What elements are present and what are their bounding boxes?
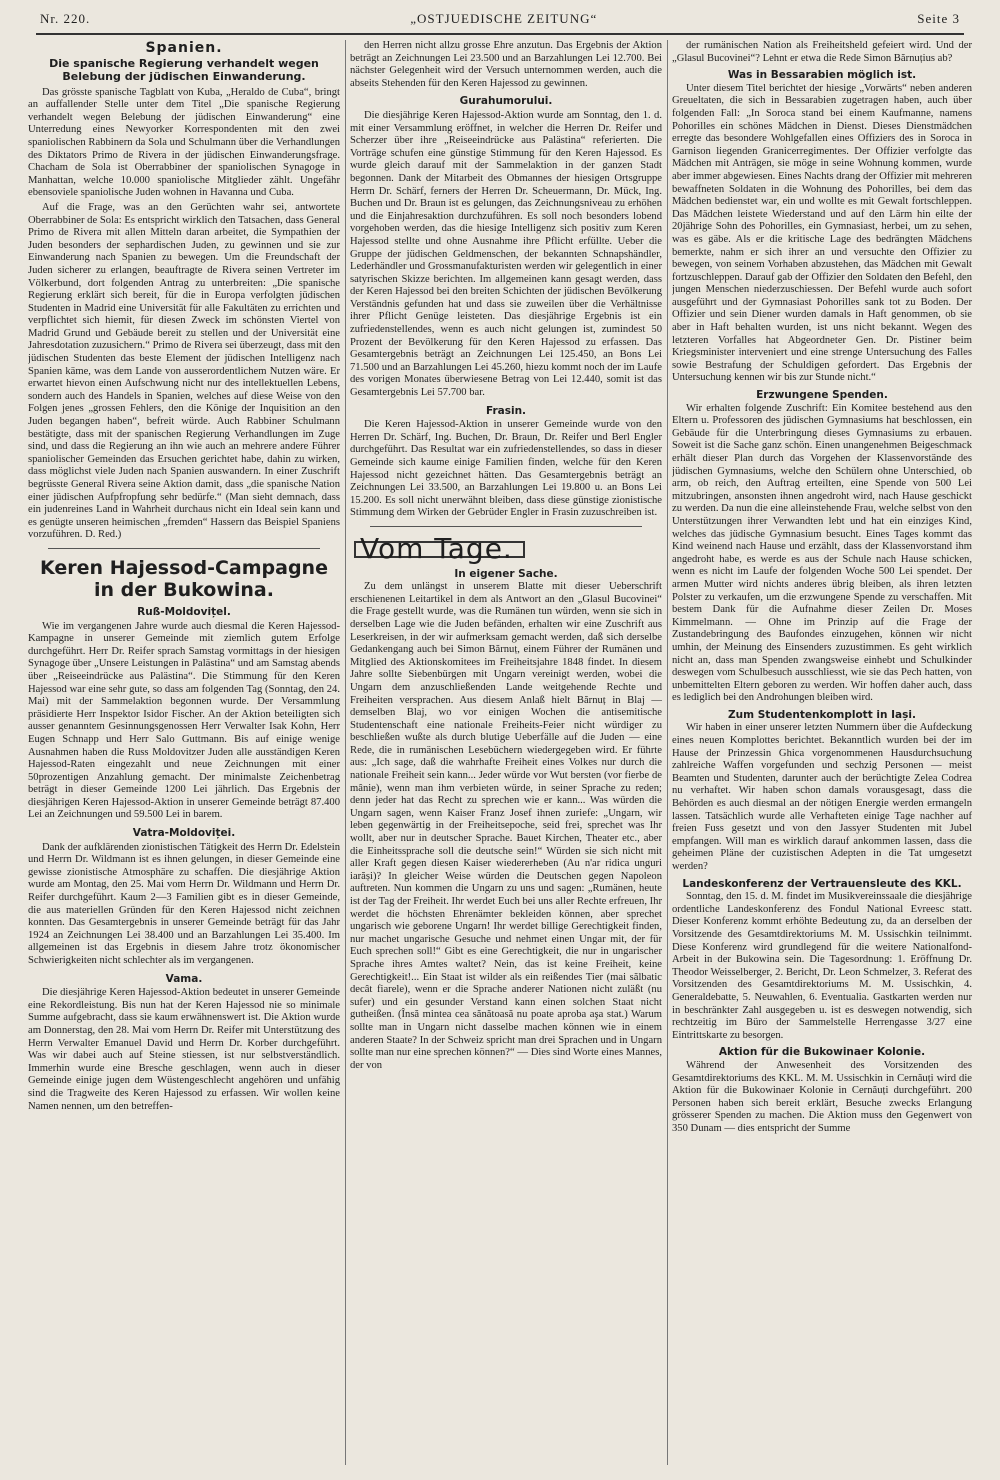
article-subtitle: Die spanische Regierung verhandelt wegen Belebung der jüdischen Einwanderung. (49, 56, 319, 83)
article-paragraph: Auf die Frage, was an den Gerüchten wahr sei, antwortete Oberrabbiner de Sola: Es entspricht wirklich den Tatsachen, dass General Primo de Rivera mit allen Mitteln daran arbeitet, die Sympathien der Juden besonders der sephardischen Juden, zu gewinnen und sie zur Einwanderung nach Spanien zu bewegen. Um die Freundschaft der Juden sicherer zu erlangen, beauftragte de Rivera seinen Vertreter im Völkerbund, dort folgenden Antrag zu unterbreiten: „Die spanische Regierung erklärt sich bereit, für die in Europa verfolgten jüdischen Studenten in Madrid eine Universität für alle Fakultäten zu errichten und verpflichtet sich hiemit, für diesen Zweck im schönsten Viertel von Madrid Grund und Gebäude bereit zu stellen und der Universität eine Jahresdotation zuzusichern.“ Primo de Rivera sei überzeugt, dass mit den jüdischen Studenten das beste Element der jüdischen Intelligenz nach Spanien käme, was dem Lande von ausserordentlichem Nutzen wäre. Er erwartet hievon einen Aufschwung nicht nur des intellektuellen Lebens, sondern auch des Handels in Spanien, welches auf diese Weise von den Folgen jenes „grossen Fehlers, den die Könige der Inquisition an den Juden begangen haben“, befreit würde. Auch Rabbiner Schulmann bestätigte, dass mit der spanischen Regierung Verhandlungen im Zuge sind, und dass die Regierung an ihn wie auch an mehrere andere Führer spaniolischer Gemeinden das Ersuchen gerichtet habe, dahin zu wirken, dass möglichst viele Juden nach Spanien auswandern. In einer Zuschrift begrüsste General Rivera seine Aktion damit, dass „die spanische Nation einer jüdischen Aufpfropfung sehr bedürfe.“ (Man sieht demnach, dass ein judenreines Land in Wahrheit durchaus nicht ein Ideal sein kann und es genügte unseren heimischen „fremden“ Hassern das Beispiel Spaniens vorzuführen. D. Red.) (28, 201, 340, 541)
article-paragraph: Wir erhalten folgende Zuschrift: Ein Komitee bestehend aus den Eltern u. Professoren des jüdischen Gymnasiums hat beschlossen, ein Gebäude für die Unterbringung dieses Gymnasiums zu erbauen. Soweit ist die Sache ganz schön. Einen unangenehmen Beigeschmack erhält dieser Plan durch das Vorgehen der Klassenvorstände des jüdischen Gymnasiums, welche den Schülern ohne Unterschied, ob arm, ob reich, den Auftrag erteilten, eine Spende von 500 Lei mitzubringen, ansonsten ihnen angedroht wird, nach Hause geschickt zu werden. Da nun die eine alleinstehende Frau, welche selbst von den Unterstützungen ihrer Verwandten lebt und hat ein einziges Kind, welches das jüdische Gymnasium besucht. Eines Tages kommt das Kind weinend nach Hause und erzählt, dass der Klassenvorstand ihm angedroht habe, es werde es aus der Schule nach Hause schicken, wenn es nicht im Laufe der folgenden Woche 500 Lei spendet. Der armen Mutter wird nichts anderes übrig bleiben, als ihren letzten Polster zu verkaufen, um die erzwungene Spende zu verschaffen. Mit bestem Dank für die Aufnahme dieser Zeilen Dr. Moses Kimmelmann. — Ohne im Prinzip auf die Frage der Zustandebringung des Baufondes einzugehen, können wir nicht umhin, der Meinung des Einsenders zuzustimmen. Es geht wirklich nicht an, dass man Spenden zwangsweise einhebt und Schulkinder deswegen vom Schulbesuch ausschliesst, wie sie das Pech hatten, von unbemittelten Eltern geboren zu werden. Wir hoffen daher auch, dass es lediglich bei den Androhungen bleiben wird. (672, 402, 972, 704)
article-paragraph: Unter diesem Titel berichtet der hiesige „Vorwärts“ neben anderen Greueltaten, die sich in Bessarabien zugetragen haben, auch über folgenden Fall: „In Soroca stand bei einem Kaufmanne, namens Pohorilles ein schönes Mädchen in Dienst. Dieses Dienstmädchen erregte das besondere Wohlgefallen eines Offiziers des in Soroca in Garnison liegenden Granicerregimentes. Der Offizier verfolgte das Mädchen mit Anträgen, sie möge in seine Wohnung kommen, wurde aber immer abgewiesen. Eines Nachts drang der Offizier mit mehreren bewaffneten Soldaten in die Wohnung des Pohorilles, bei dem das Mädchen bedienstet war, ein und wollte es mit Gewalt fortschleppen. Das Mädchen leistete Wiederstand und auf den Lärm hin eilte der 20jährige Sohn des Pohorilles, ein Gymnasiast, herbei, um zu sehen, was es gäbe. Als er die kritische Lage des bedrängten Mädchens bemerkte, nahm er sich ihrer an und versuchte den Offizier zu bewegen, von seinem Vorhaben abzustehen, das Mädchen mit Gewalt fortzuschleppen. Darauf gab der Offizier den Soldaten den Befehl, den jungen Menschen niederzuschiessen. Der Befehl wurde auch sofort ausgeführt und der Gymnasiast Pohorilles sank tot zu Boden. Der Offizier und sein Diener wurden damals in Haft genommen, ob sie aber in Haft behalten wurden, ist uns nicht bekannt. Wegen des letzteren Vorfalles hat Abgeordneter Gen. Dr. Pistiner beim Kriegsminister interveniert und eine strenge Untersuchung des Falles sowie Bestrafung der Schuldigen gefordert. Das Ergebnis der Untersuchung kennen wir bis zur Stunde nicht.“ (672, 82, 972, 384)
place-heading: Frasin. (485, 404, 527, 417)
article-lead-heading: In eigener Sache. (454, 567, 558, 580)
article-paragraph: Sonntag, den 15. d. M. findet im Musikvereinssaale die diesjährige ordentliche Landeskonferenz des Fondul National Evreesc statt. Dieser Konferenz kommt erhöhte Bedeutung zu, da an derselben der Vorsitzende des Gesamtdirektoriums M. M. Ussischkin teilnimmt. Diese Konferenz wird grundlegend für die weitere Nationalfond-Arbeit in der Bukowina sein. Die Tagesordnung: 1. Eröffnung Dr. Theodor Weisselberger, 2. Bericht, Dr. Leon Schmelzer, 3. Referat des Vorsitzenden des Gesamtdirektoriums M. M. Ussischkin, 4. Generaldebatte, 5. Neuwahlen, 6. Eventualia. Gastkarten werden nur in beschränkter Zahl ausgegeben u. ist es deswegen notwendig, sich rechtzeitig im Büro der Sammelstelle Herrengasse 3/27 eine Eintrittskarte zu besorgen. (672, 891, 972, 1041)
column-1 (28, 40, 340, 1470)
place-heading: Vama. (165, 972, 203, 985)
place-heading: Vatra-Moldoviței. (132, 827, 236, 840)
issue-number: Nr. 220. (40, 11, 91, 26)
divider (48, 548, 320, 549)
place-heading: Gurahumorului. (459, 95, 553, 108)
column-3 (672, 40, 972, 1470)
article-paragraph: Die diesjährige Keren Hajessod-Aktion bedeutet in unserer Gemeinde eine Rekordleistung. Bis nun hat der Keren Hajessod nie so minimale Summe aufgebracht, dass sie kaum erwähnenswert ist. Die Aktion wurde am Donnerstag, den 28. Mai vom Herrn Dr. Reifer mit Unterstützung des Herrn Verwalter Emanuel David und Herrn Dr. Korber durchgeführt. Was wir dabei auch auf Steine stiessen, ist nur selbstverständlich. Immerhin wurde eine Bresche geschlagen, wenn auch in dieser Gemeinde einige jugen dem Wüstengeschlecht angehören und unfähig sind die Tragweite des Keren Hajessod zu erfassen. Wir wollen keine Namen nennen, um den betreffen- (28, 987, 340, 1112)
article-paragraph: Die Keren Hajessod-Aktion in unserer Gemeinde wurde von den Herren Dr. Schärf, Ing. Buchen, Dr. Braun, Dr. Reifer und Berl Engler durchgeführt. Das Resultat war ein zufriedenstellendes, so dass in dieser Gemeinde sich kaume einige Familien finden, welche für den Keren Hajessod nicht gezeichnet hätten. Das Gesamtergebnis beträgt an Zeichnungen Lei 33.500, an Barzahlungen Lei 19.800 u. an Bons Lei 15.200. Es soll nicht unerwähnt bleiben, dass diese günstige zionistische Stimmung dem Wirken der Gebrüder Engler in Frasin zuzuschreiben ist. (350, 419, 662, 519)
article-paragraph: Das grösste spanische Tagblatt von Kuba, „Heraldo de Cuba“, bringt an auffallender Stelle unter dem Titel „Die spanische Regierung verhandelt wegen Belebung der jüdischen Einwanderung“ eine Unterredung eines Newyorker Korrespondenten mit den zwei spaniolischen Rabbinern da Sola und Schulmann über die Verhandlungen des Diktators Primo de Rivera in der jüdischen Einwanderungsfrage. Chacham de Sola ist Oberrabbiner der spaniolischen Synagoge in Manhattan, welche 10.000 spaniolische Mitglieder zählt. Ungefähr ebensoviele spaniolische Juden wohnen in Havanna und Cuba. (28, 86, 340, 199)
column-2 (350, 40, 662, 1470)
article-paragraph: Die diesjährige Keren Hajessod-Aktion wurde am Sonntag, den 1. d. mit einer Versammlung eröffnet, in welcher die Herren Dr. Reifer und Scherzer über ihre „Reiseeindrücke aus Palästina“ referierten. Die Vorträge schufen eine günstige Stimmung für den Keren Hajessod. Es wurde gleich darauf mit der Sammelaktion in der ganzen Stadt begonnen. Dank der Mitarbeit des Obmannes der hiesigen Ortsgruppe Herrn Dr. Schärf, ferners der Herren Dr. Scheuermann, Dr. Mück, Ing. Buchen und Dr. Braun ist es gelungen, das Zeichnungsniveau zu erhöhen und die Einjahresaktion durchzuführen. Es soll noch besonders lobend vorgehoben werden, das die hiesige Intelligenz sich positiv zum Keren Hajessod stellte und ohne Ausnahme ihre Pflicht erfüllte. Ueber die Gruppe der jüdischen Geldmenschen, der bekannten Schnapshändler, Lederhändler und Grossmanufakturisten werden wir gelegentlich in einer satyrischen Skizze berichten. Im allgemeinen kann gesagt werden, dass der Keren Hajessod bei den breiten Schichten der jüdischen Bevölkerung Verständnis gefunden hat und dass sie zuweilen über die Verhältnisse ihrer Pflicht Genüge leisteten. Das diesjährige Ergebnis ist ein zufriedenstellendes, wenn es auch nicht gelungen ist, zumindest 50 Prozent der Bevölkerung für den Keren Hajessod zu erfassen. Das Gesamtergebnis beträgt an Zeichnungen Lei 125.450, an Bons Lei 71.500 und an Barzahlungen Lei 45.260, hiezu kommt noch der im Laufe des vorigen Monates überwiesene Betrag von Lei 12.440, somit ist das Gesamtergebnis Lei 57.700 bar. (350, 109, 662, 399)
place-heading: Ruß-Moldovițel. (137, 605, 231, 618)
section-title-spanien: Spanien. (145, 40, 223, 56)
article-heading: Erzwungene Spenden. (756, 389, 888, 402)
article-headline-keren-hajessod: Keren Hajessod-Campagne in der Bukowina. (40, 556, 328, 601)
article-heading: Aktion für die Bukowinaer Kolonie. (718, 1046, 926, 1059)
page-header (40, 8, 960, 30)
section-title-vom-tage: Vom Tage. (354, 541, 525, 558)
article-paragraph: Zu dem unlängst in unserem Blatte mit dieser Ueberschrift erschienenen Leitartikel in dem als Antwort an den „Glasul Bucovinei“ die Frage gestellt wurde, was die Rumänen tun würden, wenn sie sich in derselben Lage wie die Juden befänden, erhalten wir eine Zuschrift aus Leserkreisen, in der wir aufmerksam gemacht werden, daß sich derselbe Gedankengang auch bei Simon Bărnuț, einem Führer der Rumänen und Mitglied des Aktionskomitees im Freiheitsjahre 1848 findet. In diesem Jahre sollte Siebenbürgen mit Ungarn vereinigt werden, wobei die Ungarn dem anzuschließenden Lande weitgehende Rechte und Freiheiten versprachen. Aus diesem Anlaß hielt Bărnuț in Blaj — demselben Blaj, wo vor einigen Wochen die antisemitische Studentenschaft eine nationale Freiheits-Feier nicht würdiger zu beschließen wußte als durch blutige Ueberfälle auf die Juden — eine Rede, die in rumänischen Lesebüchern wiedergegeben wird. Er führte aus: „Ich sage, daß die wahrhafte Freiheit eines Volkes nur durch die nationale Freiheit sein kann... Jeder würde vor Wut bersten (vor fierbe de mânie), wenn man ihm verbieten würde, in seiner Sprache zu reden; denn jeder hat das Recht zu sprechen wie er kann... Was würden die Ungarn sagen, wenn Kaiser Franz Josef ihnen zuriefe: „Ungarn, wir leben gegenwärtig in der Freiheitsepoche, seid frei, sprechet was Ihr wollt, aber nur in deutscher Sprache. Bauet Kirchen, Theater etc., aber die Einheitssprache soll die deutsche sein!“ Würden sie sich nicht mit aller Kraft gegen diesen Kaiser wiedererheben (Au n'ar ridica unguri iarăși)? In gleicher Weise würden die Deutschen gegen Napoleon auftreten. Nun kommen die Ungarn zu uns und sagen: „Rumänen, heute ist der Tag der Freiheit. Ihr werdet Euch bei uns aller Rechte erfreuen, Ihr werdet die höchsten Ehrenämter bekleiden können, aber sprechet ungarisch wie geborene Ungarn! Ihr werdet billige Gerechtigkeit finden, nur machet ungarische Gesuche und nehmet einen Ungar mit, der für Euch sprechen soll!“ Gibt es eine Gerechtigkeit, die nur in ungarischer Sprache ihres Amtes waltet? Nein, das ist keine Freiheit, keine Gerechtigkeit!... Ein Staat ist wilder als ein reißendes Tier (mai sălbatic decât fiarele), wenn er die Sprache anderer Nationen nicht zuläßt (nu sufer) und ein gesunder Verstand kann einen solchen Staat nicht gutheißen. (Însă mintea cea sănătoasă nu poate aproba aşa stat.) Warum sollte man in Ungarn nicht dasselbe machen können wie in einem anderen Staate? In der Schweiz spricht man drei Sprachen und in Ungarn sollte man nur eine sprechen können?“ — Dies sind Worte eines Mannes, der von (350, 581, 662, 1071)
article-paragraph: den Herren nicht allzu grosse Ehre anzutun. Das Ergebnis der Aktion beträgt an Zeichnungen Lei 23.500 und an Barzahlungen Lei 12.700. Bei nächster Gelegenheit wird der Versuch unternommen werden, auch die abseits Stehenden für den Keren Hajessod zu gewinnen. (350, 40, 662, 89)
page-number: Seite 3 (917, 11, 960, 26)
article-heading: Zum Studentenkomplott in Iași. (728, 708, 916, 721)
article-paragraph: Wie im vergangenen Jahre wurde auch diesmal die Keren Hajessod-Kampagne in unserer Gemeinde mit ziemlich gutem Erfolge durchgeführt. Herr Dr. Reifer sprach Samstag vormittags in der hiesigen Synagoge über „Unsere Leistungen in Palästina“ und am Samstag abends über „Reiseeindrücke aus Palästina“. Die Stimmung für den Keren Hajessod war eine sehr gute, so dass am folgenden Tag (Sonntag, den 24. Mai) mit der Sammelaktion begonnen wurde. Der Versammlung präsidierte Herr Inspektor Isidor Fischer. An der Aktion beteiligten sich ausser genanntem Gesinnungsgenossen Herr Verwalter Isak Kohn, Herr Eugen Schnapp und Herr Salo Guttmann. Bis auf einige wenige Ausnahmen haben die Russ Moldovitzer Juden alle ausständigen Keren Hajessod-Raten eingezahlt und neue Zeichnungen mit einer 50prozentigen Anzahlung gemacht. Der minimalste Zeichenbetrag beträgt in dieser Gemeinde 1200 Lei jährlich. Das Ergebnis der diesjährigen Keren Hajessod-Aktion in unserer Gemeinde beträgt 87.400 Lei an Zeichnungen und 59.500 Lei in barem. (28, 620, 340, 821)
column-divider (667, 40, 668, 1465)
article-heading: Was in Bessarabien möglich ist. (727, 69, 917, 82)
column-divider (345, 40, 346, 1465)
article-paragraph: Während der Anwesenheit des Vorsitzenden des Gesamtdirektoriums des KKL. M. M. Ussischkin in Cernăuți wird die Aktion für die Bukowinaer Kolonie in Cernăuți durchgeführt. 200 Personen haben sich bereit erklärt, Besuche zwecks Erlangung grösserer Spenden zu machen. Die Aktion muss den Gegenwert von 350 Dunam — dies entspricht der Summe (672, 1059, 972, 1134)
divider (370, 526, 642, 527)
article-paragraph: Dank der aufklärenden zionistischen Tätigkeit des Herrn Dr. Edelstein und Herrn Dr. Wildmann ist es ihnen gelungen, in dieser Gemeinde eine gewisse zionistische Atmosphäre zu schaffen. Die diesjährige Aktion wurde am Montag, den 25. Mai vom Herrn Dr. Wildmann und Herrn Dr. Reifer durchgeführt. Kaum 2—3 Familien gibt es in dieser Gemeinde, die aus materiellen Gründen für den Keren Hajessod nicht zeichnen konnten. Das Gesamtergebnis in unserer Gemeinde beträgt für das Jahr 1924 an Zeichnungen Lei 38.400 und an Barzahlungen Lei 35.400. Im allgemeinen ist das Ergebnis in diesem Jahre trotz ökonomischer Schwierigkeiten nicht schlechter als im vergangenen. (28, 841, 340, 966)
newspaper-title: „OSTJUEDISCHE ZEITUNG“ (410, 11, 598, 26)
article-paragraph: der rumänischen Nation als Freiheitsheld gefeiert wird. Und der „Glasul Bucovinei“? Lehnt er etwa die Rede Simon Bărnuțius ab? (672, 40, 972, 64)
article-paragraph: Wir haben in einer unserer letzten Nummern über die Aufdeckung eines neuen Komplottes berichtet. Bekanntlich wurden bei der im Hause der Prinzessin Ghica vorgenommenen Hausdurchsuchung zahlreiche Waffen vorgefunden und sechzig Personen — meist Beamten und Studenten, darunter auch der berüchtigte Zelea Codrea nu verhaftet. Wir haben schon damals vorausgesagt, dass die Behörden es auch diesmal an der nötigen Energie werden ermangeln lassen. Tatsächlich wurde alle Verhafteten einige Tage nachher auf freien Fuss gesetzt und von den Jassyer Studenten mit Jubel empfangen. Will man es wirklich darauf ankommen lassen, dass die geheimen Pläne der cuzistischen Adepten in die Tat umgesetzt werden? (672, 722, 972, 872)
header-rule (36, 33, 964, 35)
article-heading: Landeskonferenz der Vertrauensleute des KKL. (682, 877, 962, 890)
